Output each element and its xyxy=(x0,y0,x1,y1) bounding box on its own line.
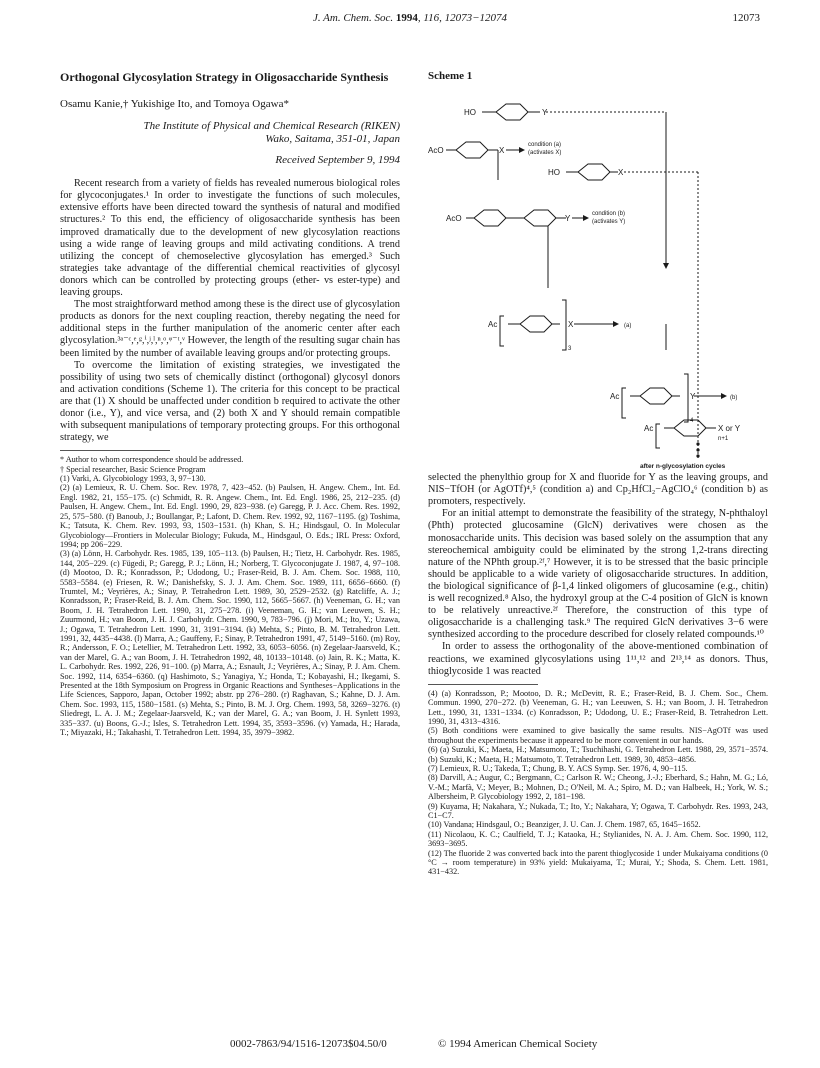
label-aco-1: AcO xyxy=(428,146,444,156)
footnote: (1) Varki, A. Glycobiology 1993, 3, 97−130. xyxy=(60,474,206,484)
label-sub-3: 3 xyxy=(568,346,572,353)
sugar-ring xyxy=(640,388,672,404)
label-ho-top: HO xyxy=(464,108,476,118)
footnote: (5) Both conditions were examined to give basically the same results. NIS−AgOTf was used throughout the experiments because it appeared to be more convenient in our hands. xyxy=(428,726,768,745)
page-number: 12073 xyxy=(732,12,760,24)
page-header xyxy=(0,12,820,30)
scheme-diagram xyxy=(428,88,768,472)
article-title: Orthogonal Glycosylation Strategy in Oligosaccharide Synthesis xyxy=(60,70,389,84)
label-sub-4: 4 xyxy=(690,418,694,425)
journal-name: J. Am. Chem. Soc. xyxy=(312,12,394,24)
label-cond-b1: condition (b) xyxy=(592,211,626,218)
footnote: (6) (a) Suzuki, K.; Maeta, H.; Matsumoto, T.; Tsuchihashi, G. Tetrahedron Lett. 1988, 29, 3571−3574. (b) Suzuki, K.; Maeta, H.; Matsumoto, T. Tetrahedron Lett. 1989, 30, 4853−4856. xyxy=(428,745,768,764)
footnote-divider xyxy=(428,684,538,685)
affiliation-line: Wako, Saitama, 351-01, Japan xyxy=(265,133,400,146)
label-y-2: Y xyxy=(565,214,571,224)
article-authors: Osamu Kanie,† Yukishige Ito, and Tomoya Ogawa* xyxy=(60,98,289,110)
footnote: (2) (a) Lemieux, R. U. Chem. Soc. Rev. 1978, 7, 423−452. (b) Paulsen, H. Angew. Chem., Int. Ed. Engl. 1982, 21, 155−175. (c) Schmidt, R. R. Angew. Chem., Int. Ed. Engl. 1986, 25, 212−235. (d) Paulsen, H. Angew. Chem., Int. Ed. Engl. 1990, 29, 823−938. (e) Garegg, P. J. Acc. Chem. Res. 1992, 25, 575−580. (f) Banoub, J.; Boullangar, P.; Lafont, D. Chem. Rev. 1992, 92, 1167−1195. (g) Toshima, K.; Tatsuta, K. Chem. Rev. 1993, 93, 1503−1531. (h) Khan, S. H.; Hindsgaul, O. In Molecular Glycobiology—Frontiers in Molecular Biology; Fukuda, M., Hindsgaul, O. Eds.; IRL Press: Oxford, 1994; pp 206−229. xyxy=(60,483,400,549)
label-y-top: Y xyxy=(542,108,548,118)
left-column xyxy=(60,70,400,737)
label-x-3: X xyxy=(568,320,574,330)
label-ac-3: Ac xyxy=(488,320,498,330)
label-x-mid: X xyxy=(618,168,624,178)
footnote: (3) (a) Lönn, H. Carbohydr. Res. 1985, 139, 105−113. (b) Paulsen, H.; Tietz, H. Carbohydr. Res. 1985, 144, 205−229. (c) Fügedi, P.; Garegg, P. J.; Lönn, H.; Norberg, T. Glycoconjugate J. 1987, 4, 97−108. (d) Mootoo, D. R.; Konradsson, P.; Udodong, U.; Fraser-Reid, B. J. Am. Chem. Soc. 1988, 110, 5583−5584. (e) Friesen, R. W.; Danishefsky, S. J. J. Am. Chem. Soc. 1989, 111, 6656−6660. (f) Trumtel, M.; Veyrières, A.; Sinay, P. Tetrahedron Lett. 1989, 30, 2529−2532. (g) Ratcliffe, A. J.; Konradsson, P.; Fraser-Reid, B. J. Am. Chem. Soc. 1990, 112, 5665−5667. (h) Veeneman, G. H.; van Boom, J. H. Tetrahedron Lett. 1990, 31, 275−278. (i) Veeneman, G. H.; van Leeuwen, S. H.; Zuurmond, H.; van Boom, J. H. J. Carbohydr. Chem. 1990, 9, 783−796. (j) Mori, M.; Ito, Y.; Uzawa, J.; Ogawa, T. Tetrahedron Lett. 1990, 31, 3191−3194. (k) Mehta, S.; Pinto, B. M. Tetrahedron Lett. 1991, 32, 4435−4438. (l) Marra, A.; Gauffeny, F.; Sinay, P. Tetrahedron 1991, 47, 5149−5160. (m) Roy, R.; Andersson, F. O.; Letellier, M. Tetrahedron Lett. 1992, 33, 6053−6056. (n) Zegelaar-Jaarsveld, K.; van der Marel, G. A.; van Boom, J. H. Tetrahedron 1992, 48, 10133−10148. (o) Jain, R. K.; Matta, K. L. Carbohydr. Res. 1992, 226, 91−100. (p) Marra, A.; Esnault, J.; Veyrières, A.; Sinay, P. J. Am. Chem. Soc. 1992, 114, 6354−6360. (q) Hashimoto, S.; Yanagiya, Y.; Honda, T.; Kobayashi, H.; Ikegami, S. Presented at the 18th Symposium on Progress in Organic Reactions and Syntheses−Applications in the Life Sciences, Sapporo, Japan, October 1992; abstr. pp 276−280. (r) Raghavan, S.; Kahne, D. J. Am. Chem. Soc. 1993, 115, 1580−1581. (s) Mehta, S.; Pinto, B. M. J. Org. Chem. 1993, 58, 3269−3276. (t) Sliedregt, L. A. J. M.; Zegelaar-Jaarsveld, K.; van der Marel, G. A.; van Boom, J. H. Synlett 1993, 335−337. (u) Boons, G.-J.; Isles, S. Tetrahedron Lett. 1994, 35, 3593−3596. (v) Yamada, H.; Harada, T.; Miyazaki, H.; Takahashi, T. Tetrahedron Lett. 1994, 35, 3979−3982. xyxy=(60,549,400,738)
received-date: Received September 9, 1994 xyxy=(275,154,400,167)
footnote: † Special researcher, Basic Science Program xyxy=(60,464,206,474)
label-aco-2: AcO xyxy=(446,214,462,224)
right-column xyxy=(428,70,768,877)
journal-volume: 116 xyxy=(423,12,440,24)
footnote: (12) The fluoride 2 was converted back into the parent thioglycoside 1 under Mukaiyama conditions (0 °C → room temperature) in 93% yield: Mukaiyama, T.; Murai, Y.; Shoda, S. Chem. Lett. 1981, 431−432. xyxy=(428,848,768,877)
article-affiliation xyxy=(60,120,400,146)
sugar-ring xyxy=(578,164,610,180)
footnote: (9) Kuyama, H; Nakahara, Y.; Nukada, T.; Ito, Y.; Nakahara, Y; Ogawa, T. Carbohydr. Res. 1993, 243, C1−C7. xyxy=(428,801,768,820)
label-b-4: (b) xyxy=(730,395,738,402)
footnote: (7) Lemieux, R. U.; Takeda, T.; Chung, B. Y. ACS Symp. Ser. 1976, 4, 90−115. xyxy=(428,763,688,773)
sugar-ring xyxy=(496,104,528,120)
sugar-ring xyxy=(474,210,506,226)
body-paragraph: For an initial attempt to demonstrate the feasibility of the strategy, N-phthaloyl (Phth) protected glucosamine (GlcN) derivatives were chosen as the monosaccharide units. This decision was based solely on the assumption that any stereochemical ambiguity could be eliminated by the strong 1,2-trans directing nature of the NPhth group.²ᶠ,⁷ However, it is to be stressed that the basic principle should be applicable to a wide variety of oligosaccharide structures. In addition, the biological significance of β-1,4 linked oligomers of glucosamine (e.g., chitin) is well recognized.⁸ Also, the hydroxyl group at the C-4 position of GlcN is known to be relatively unreactive.²ᶠ Therefore, the construction of this type of oligosaccharide is a challenging task.⁹ The required GlcN derivatives 3−6 were synthesized according to the procedure described for closely related compounds.¹⁰ xyxy=(428,508,768,641)
label-ac-n: Ac xyxy=(644,424,654,434)
footnote: (8) Darvill, A.; Augur, C.; Bergmann, C.; Carlson R. W.; Cheong, J.-J.; Eberhard, S.; Hahn, M. G.; Ló, V.-M.; Marfà, V.; Meyer, B.; Mohnen, D.; O'Neil, M. A.; Spiro, M. D.; van Halbeek, H.; York, W. S.; Albersheim, P. Glycobiology 1992, 2, 181−198. xyxy=(428,773,768,802)
label-cond-a1: condition (a) xyxy=(528,142,562,149)
footnote: (11) Nicolaou, K. C.; Caulfield, T. J.; Kataoka, H.; Stylianides, N. A. J. Am. Chem. Soc. 1990, 112, 3693−3695. xyxy=(428,829,768,849)
footnote: (10) Vandana; Hindsgaul, O.; Beanziger, J. U. Can. J. Chem. 1987, 65, 1645−1652. xyxy=(428,820,701,830)
footnote-divider xyxy=(60,450,170,451)
body-paragraph: In order to assess the orthogonality of the above-mentioned combination of reactions, we examined glycosylations using 1¹¹,¹² and 2¹³,¹⁴ as donors. Thus, thioglycoside 1 was reacted xyxy=(428,641,768,677)
footnotes-left xyxy=(60,455,400,737)
label-y-4: Y xyxy=(690,392,696,402)
label-cond-a2: (activates X) xyxy=(528,150,562,157)
scheme-caption: after n-glycosylation cycles xyxy=(640,463,726,471)
journal-citation: J. Am. Chem. Soc. 1994, 116, 12073−12074 xyxy=(312,12,508,24)
label-a-3: (a) xyxy=(624,323,632,330)
copyright: © 1994 American Chemical Society xyxy=(438,1038,598,1050)
sugar-ring xyxy=(524,210,556,226)
label-ac-4: Ac xyxy=(610,392,620,402)
footnote: (4) (a) Konradsson, P.; Mootoo, D. R.; McDevitt, R. E.; Fraser-Reid, B. J. Chem. Soc., Chem. Commun. 1990, 270−272. (b) Veeneman, G. H.; van Leeuwen, S. H.; van Boom, J. H. Tetrahedron Lett., 1990, 31, 1331−1334. (c) Konradsson, P.; Udodong, U. E.; Fraser-Reid, B. Tetrahedron Lett. 1990, 31, 4313−4316. xyxy=(428,688,768,726)
body-paragraph: To overcome the limitation of existing strategies, we investigated the possibility of using two sets of chemically distinct (orthogonal) glycosyl donors and activation conditions (Scheme 1). The criteria for this concept to be practical are that (1) X should be unaffected under condition b required to activate the other donor (i.e., Y), and vice versa, and (2) both X and Y should remain compatible with subsequent manipulations of temporary protecting groups. For this orthogonal strategy, we xyxy=(60,359,400,444)
affiliation-line: The Institute of Physical and Chemical Research (RIKEN) xyxy=(143,120,400,133)
footnotes-right xyxy=(428,689,768,877)
label-sub-n: n+1 xyxy=(718,436,729,443)
sugar-ring xyxy=(520,316,552,332)
body-paragraph: selected the phenylthio group for X and fluoride for Y as the leaving groups, and NIS−TfOH (or AgOTf)⁴,⁵ (condition a) and Cp₂HfCl₂−AgClO₄⁶ (condition b) as promoters, respectively. xyxy=(428,472,768,508)
body-paragraph: Recent research from a variety of fields has revealed numerous biological roles for glycoconjugates.¹ In order to investigate the functions of such molecules, extensive efforts have been directed toward the synthesis of natural and modified structures.² To this end, the efficiency of oligosaccharide synthesis has been improved dramatically due to the development of new glycosylation reactions using a wide range of leaving groups and mild activating conditions. A trend utilizing the concept of chemoselective glycosylation has emerged.³ Such strategies take advantage of the differential chemical reactivities of glycosyl donors which can be controlled by protecting groups (ether- vs ester-type) and leaving groups. xyxy=(60,178,400,299)
footnote: * Author to whom correspondence should be addressed. xyxy=(60,455,244,465)
journal-pages: 12073−12074 xyxy=(444,12,508,24)
label-cond-b2: (activates Y) xyxy=(592,219,626,226)
label-x-1: X xyxy=(499,146,505,156)
scheme-title: Scheme 1 xyxy=(428,70,473,82)
body-paragraph: The most straightforward method among these is the direct use of glycosylation products as donors for the next coupling reaction, thereby negating the need for additional steps in the further manipulation of the anomeric center after each glycosylation.³ᵃ⁻ᶜ,ᵉ,ᵍ,ⁱ,ʲ,ˡ,ⁿ,ᵒ,ᵠ⁻ᵗ,ᵛ However, the length of the resulting sugar chain has been limited by the number of available leaving groups and/or protecting groups. xyxy=(60,299,400,359)
label-xy-n: X or Y xyxy=(718,424,741,434)
journal-year: 1994 xyxy=(395,12,418,24)
label-ho-mid: HO xyxy=(548,168,560,178)
article-code: 0002-7863/94/1516-12073$04.50/0 xyxy=(230,1038,387,1050)
sugar-ring xyxy=(456,142,488,158)
